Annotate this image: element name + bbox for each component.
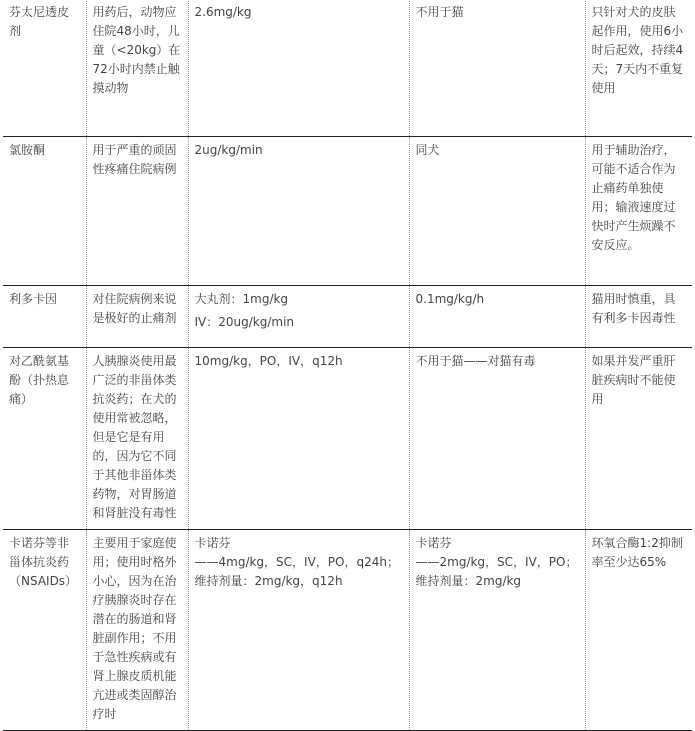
- dog-dose-cell: [188, 347, 409, 529]
- cat-dose-line: 不用于猫: [415, 5, 464, 19]
- drug-dosage-table: [3, 0, 692, 731]
- drug-name: 对乙酰氨基酚（扑热息痛）: [9, 353, 70, 406]
- dog-dose-line: IV：20ug/kg/min: [194, 314, 295, 329]
- cat-dose-cell: [409, 347, 585, 529]
- drug-name: 氯胺酮: [9, 142, 46, 157]
- dog-dose-line: 维持剂量：2mg/kg，q12h: [194, 573, 343, 588]
- dog-dose-cell: [188, 529, 409, 730]
- cat-dose-line: 同犬: [415, 142, 440, 157]
- cat-dose-line: 卡诺芬: [415, 535, 452, 550]
- remarks-cell: [585, 136, 692, 285]
- indication-cell: [86, 0, 188, 136]
- dog-dose-line: 卡诺芬: [194, 535, 231, 550]
- indication-cell: [86, 529, 188, 730]
- dog-dose-line: ——4mg/kg，SC，IV，PO，q24h；: [194, 554, 399, 569]
- drug-name-cell: [3, 529, 86, 730]
- dog-dose-line: 2.6mg/kg: [194, 5, 252, 19]
- remarks-cell: [585, 285, 692, 347]
- dog-dose-cell: [188, 285, 409, 347]
- drug-name-cell: [3, 0, 86, 136]
- dog-dose-cell: [188, 136, 409, 285]
- table-row: [3, 0, 692, 136]
- remarks-text: 用于辅助治疗，可能不适合作为止痛药单独使用；输液速度过快时产生烦躁不安反应。: [591, 142, 676, 252]
- drug-name: 利多卡因: [9, 291, 58, 306]
- drug-name-cell: [3, 347, 86, 529]
- cat-dose-cell: [409, 0, 585, 136]
- cat-dose-line: 维持剂量：2mg/kg: [415, 573, 522, 588]
- drug-name-cell: [3, 285, 86, 347]
- table-row: [3, 347, 692, 529]
- dog-dose-line: 大丸剂：1mg/kg: [194, 291, 289, 306]
- remarks-text: 如果并发严重肝脏疾病时不能使用: [591, 353, 676, 406]
- remarks-text: 猫用时慎重，具有利多卡因毒性: [591, 291, 676, 325]
- dog-dose-line: 10mg/kg，PO，IV，q12h: [194, 353, 343, 368]
- indication-text: 用药后，动物应住院48小时，儿童（<20kg）在72小时内禁止触摸动物: [92, 5, 181, 95]
- cat-dose-cell: [409, 285, 585, 347]
- cat-dose-line: ——2mg/kg，SC，IV，PO；: [415, 554, 578, 569]
- remarks-text: 环氧合酶1:2抑制率至少达65%: [591, 535, 683, 569]
- cat-dose-line: 0.1mg/kg/h: [415, 291, 485, 306]
- cat-dose-line: 不用于猫——对猫有毒: [415, 353, 536, 368]
- indication-text: 用于严重的顽固性疼痛住院病例: [92, 142, 177, 176]
- table-row: [3, 285, 692, 347]
- remarks-text: 只针对犬的皮肤起作用，使用6小时后起效，持续4天；7天内不重复使用: [591, 5, 684, 95]
- indication-text: 对住院病例来说是极好的止痛剂: [92, 291, 177, 325]
- drug-name: 卡诺芬等非甾体抗炎药（NSAIDs）: [9, 535, 78, 588]
- remarks-cell: [585, 0, 692, 136]
- dog-dose-cell: [188, 0, 409, 136]
- cat-dose-cell: [409, 136, 585, 285]
- table-row: [3, 136, 692, 285]
- table-row: [3, 529, 692, 730]
- drug-name: 芬太尼透皮剂: [9, 5, 70, 38]
- table-body: [3, 0, 692, 730]
- drug-name-cell: [3, 136, 86, 285]
- dog-dose-line: 2ug/kg/min: [194, 142, 263, 157]
- indication-text: 主要用于家庭使用；使用时格外小心，因为在治疗胰腺炎时存在潜在的肠道和肾脏副作用；不用于急性疾病或有肾上腺皮质机能亢进或类固醇治疗时: [92, 535, 177, 721]
- indication-cell: [86, 347, 188, 529]
- indication-text: 人胰腺炎使用最广泛的非甾体类抗炎药；在犬的使用常被忽略，但是它是有用的，因为它不同于其他非甾体类药物，对胃肠道和肾脏没有毒性: [92, 353, 177, 520]
- cat-dose-cell: [409, 529, 585, 730]
- remarks-cell: [585, 347, 692, 529]
- remarks-cell: [585, 529, 692, 730]
- indication-cell: [86, 136, 188, 285]
- indication-cell: [86, 285, 188, 347]
